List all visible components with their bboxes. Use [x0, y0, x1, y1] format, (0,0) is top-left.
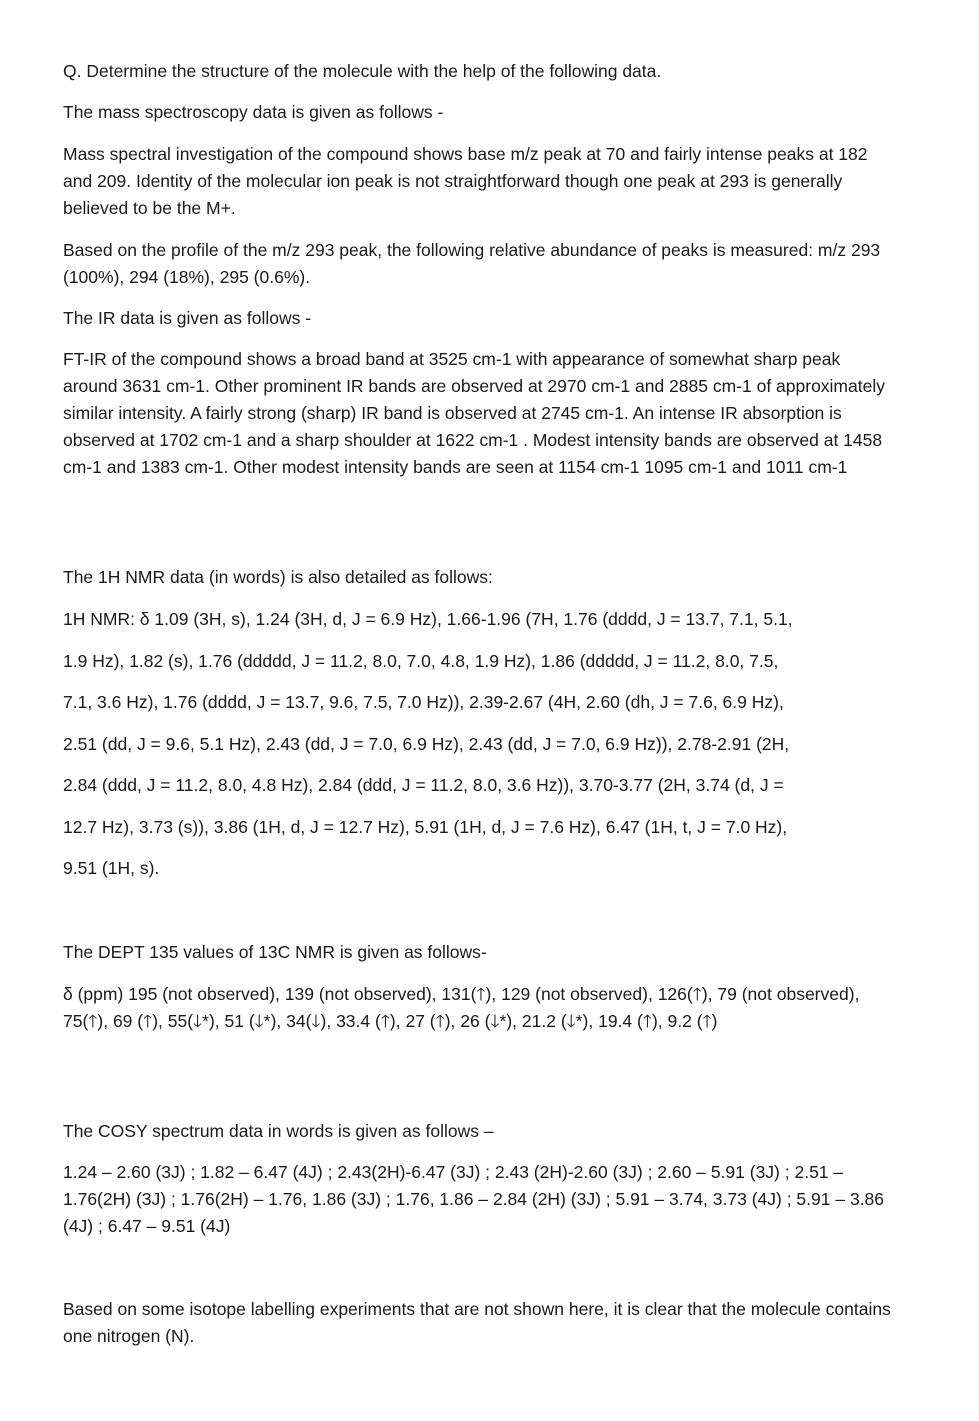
mass-paragraph: Mass spectral investigation of the compound shows base m/z peak at 70 and fairly intense peaks at 182 and 209. Identity of the molecular ion peak is not straightforward though one peak at 293 is generally believed to be the M+. — [63, 144, 868, 218]
isotope-paragraph: Based on some isotope labelling experiments that are not shown here, it is clear that the molecule contains one nitrogen (N). — [63, 1299, 891, 1346]
cosy-paragraph: 1.24 – 2.60 (3J) ; 1.82 – 6.47 (4J) ; 2.43(2H)-6.47 (3J) ; 2.43 (2H)-2.60 (3J) ; 2.60 – 5.91 (3J) ; 2.51 – 1.76(2H) (3J) ; 1.76(2H) – 1.76, 1.86 (3J) ; 1.76, 1.86 – 2.84 (2H) (3J) ; 5.91 – 3.74, 3.73 (4J) ; 5.91 – 3.86 (4J) ; 6.47 – 9.51 (4J) — [63, 1162, 885, 1236]
nmr-heading: The 1H NMR data (in words) is also detailed as follows: — [63, 567, 493, 587]
ir-paragraph: FT-IR of the compound shows a broad band at 3525 cm-1 with appearance of somewhat sharp peak around 3631 cm-1. Other prominent IR bands are observed at 2970 cm-1 and 2885 cm-1 of approximately similar intensity. A fairly strong (sharp) IR band is observed at 2745 cm-1. An intense IR absorption is observed at 1702 cm-1 and a sharp shoulder at 1622 cm-1 . Modest intensity bands are observed at 1458 cm-1 and 1383 cm-1. Other modest intensity bands are seen at 1154 cm-1 1095 cm-1 and 1011 cm-1 — [63, 349, 885, 477]
dept-paragraph: δ (ppm) 195 (not observed), 139 (not observed), 131(🡑), 129 (not observed), 126(🡑), 79 (not observed), 75(🡑), 69 (🡑), 55(🡓*), 51 (🡓*), 34(🡓), 33.4 (🡑), 27 (🡑), 26 (🡓*), 21.2 (🡓*), 19.4 (🡑), 9.2 (🡑) — [63, 984, 860, 1031]
nmr-line: 1H NMR: δ 1.09 (3H, s), 1.24 (3H, d, J = 6.9 Hz), 1.66-1.96 (7H, 1.76 (dddd, J = 13.7, 7.1, 5.1, — [63, 609, 793, 629]
nmr-line: 12.7 Hz), 3.73 (s)), 3.86 (1H, d, J = 12.7 Hz), 5.91 (1H, d, J = 7.6 Hz), 6.47 (1H, t, J = 7.0 Hz), — [63, 817, 788, 837]
cosy-heading: The COSY spectrum data in words is given as follows – — [63, 1121, 494, 1141]
mass-abundance-paragraph: Based on the profile of the m/z 293 peak, the following relative abundance of peaks is measured: m/z 293 (100%), 294 (18%), 295 (0.6%). — [63, 240, 881, 287]
nmr-line: 2.51 (dd, J = 9.6, 5.1 Hz), 2.43 (dd, J = 7.0, 6.9 Hz), 2.43 (dd, J = 7.0, 6.9 Hz)), 2.78-2.91 (2H, — [63, 734, 790, 754]
nmr-line: 7.1, 3.6 Hz), 1.76 (dddd, J = 13.7, 9.6, 7.5, 7.0 Hz)), 2.39-2.67 (4H, 2.60 (dh, J = 7.6, 6.9 Hz), — [63, 692, 784, 712]
mass-heading: The mass spectroscopy data is given as follows - — [63, 102, 444, 122]
question-text: Q. Determine the structure of the molecule with the help of the following data. — [63, 61, 662, 81]
nmr-line: 1.9 Hz), 1.82 (s), 1.76 (ddddd, J = 11.2, 8.0, 7.0, 4.8, 1.9 Hz), 1.86 (ddddd, J = 11.2, 8.0, 7.5, — [63, 651, 779, 671]
nmr-line: 9.51 (1H, s). — [63, 858, 160, 878]
nmr-line: 2.84 (ddd, J = 11.2, 8.0, 4.8 Hz), 2.84 (ddd, J = 11.2, 8.0, 3.6 Hz)), 3.70-3.77 (2H, 3.74 (d, J = — [63, 775, 784, 795]
dept-heading: The DEPT 135 values of 13C NMR is given as follows- — [63, 942, 487, 962]
ir-heading: The IR data is given as follows - — [63, 308, 312, 328]
